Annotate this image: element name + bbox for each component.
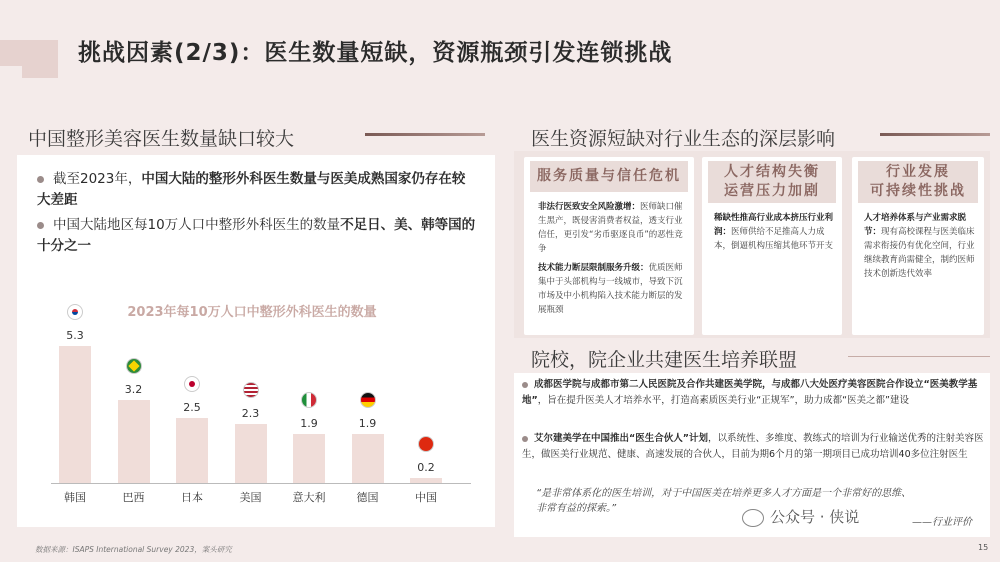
impact-card-1-title: 服务质量与信任危机: [530, 161, 688, 192]
quote-source: ——行业评价: [912, 517, 972, 528]
decor-bar-top: [0, 40, 58, 66]
left-panel: [17, 155, 495, 527]
bar-value-label: 1.9: [300, 416, 318, 430]
usa-flag-icon: [243, 382, 259, 398]
bar-value-label: 5.3: [66, 329, 84, 342]
page-number: 15: [978, 543, 989, 552]
decor-bar-bottom: [22, 66, 58, 78]
right-heading-alliance-rule: [848, 356, 990, 357]
korea-flag-icon: [67, 304, 83, 320]
impact-card-1-item-2: 技术能力断层限制服务升级：优质医师集中于头部机构与一线城市，导致下沉市场及中小机构陷入技术能力断层的发展瓶颈: [538, 263, 683, 315]
impact-card-3: [852, 157, 984, 335]
impact-card-2-item-1: 稀缺性推高行业成本挤压行业利润：医师供给不足推高人力成本，倒逼机构压缩其他环节开支: [714, 213, 834, 251]
left-heading-rule: [365, 133, 485, 136]
category-label: 韩国: [64, 491, 86, 504]
category-label: 日本: [181, 491, 203, 504]
china-flag-icon: [418, 436, 434, 452]
left-bullet-1: 截至2023年，中国大陆的整形外科医生数量与医美成熟国家仍存在较大差距: [37, 171, 466, 208]
chart-baseline: [51, 483, 471, 484]
category-label: 意大利: [292, 491, 326, 504]
right-heading-impact: 医生资源短缺对行业生态的深层影响: [531, 128, 836, 150]
bar-1: [59, 346, 91, 483]
category-label: 中国: [415, 491, 437, 504]
bar-2: [118, 400, 150, 483]
bar-value-label: 2.3: [241, 406, 260, 420]
left-bullet-2: 中国大陆地区每10万人口中整形外科医生的数量不足日、美、韩等国的十分之一: [37, 217, 476, 254]
impact-card-3-item-1: 人才培养体系与产业需求脱节：现有高校课程与医美临床需求衔接仍有优化空间，行业继续教育尚需健全，制约医师技术创新迭代效率: [864, 213, 975, 279]
category-label: 美国: [239, 491, 262, 504]
page-title: 挑战因素(2/3)：医生数量短缺，资源瓶颈引发连锁挑战: [78, 40, 673, 66]
right-heading-impact-rule: [880, 133, 990, 136]
bar-value-label: 1.9: [358, 416, 377, 430]
impact-card-2-title: 人才结构失衡 运营压力加剧: [708, 161, 836, 203]
alliance-para-1: 成都医学院与成都市第二人民医院及合作共建医美学院，与成都八大处医疗美容医院合作设立“医美教学基地”，旨在提升医美人才培养水平，打造高素质医美行业“正规军”，助力成都“医美之都”建设: [522, 379, 978, 406]
chart-title: 2023年每10万人口中整形外科医生的数量: [127, 305, 377, 320]
bar-value-label: 2.5: [183, 401, 201, 415]
footnote: 数据来源：ISAPS International Survey 2023，案头研究: [35, 545, 232, 554]
germany-flag-icon: [360, 392, 376, 408]
bar-chart: [17, 155, 495, 527]
bar-value-label: 3.2: [124, 383, 143, 397]
left-heading: 中国整形美容医生数量缺口较大: [28, 128, 295, 150]
wechat-icon: [742, 509, 764, 527]
category-label: 巴西: [122, 491, 145, 504]
impact-card-3-title: 行业发展 可持续性挑战: [858, 161, 978, 203]
alliance-para-2: 艾尔建美学在中国推出“医生合伙人”计划，以系统性、多维度、教练式的培训为行业输送优秀的注射美容医生，做医美行业规范、健康、高速发展的合伙人，目前为期6个月的第一期项目已成功培训40多位注射医生: [522, 433, 984, 460]
bar-5: [293, 434, 325, 483]
impact-card-1: [524, 157, 694, 335]
bar-value-label: 0.2: [417, 460, 435, 474]
quote: “是非常体系化的医生培训，对于中国医美在培养更多人才方面是一个非常好的思维、 非常有益的探索。”: [536, 488, 912, 514]
japan-flag-icon: [184, 376, 200, 392]
category-label: 德国: [356, 491, 379, 504]
watermark: 公众号 · 侠说: [742, 506, 859, 527]
bar-4: [235, 424, 267, 483]
impact-card-2: [702, 157, 842, 335]
brazil-flag-icon: [126, 358, 142, 374]
bar-3: [176, 418, 208, 483]
bullet-dot: [522, 382, 528, 388]
impact-card-1-item-1: 非法行医致安全风险激增：医师缺口催生黑产，既侵害消费者权益，透支行业信任，更引发“劣币驱逐良币”的恶性竞争: [538, 202, 683, 254]
bar-6: [352, 434, 384, 483]
bullet-dot: [522, 436, 528, 442]
right-heading-alliance: 院校，院企业共建医生培养联盟: [531, 349, 798, 371]
italy-flag-icon: [301, 392, 317, 408]
